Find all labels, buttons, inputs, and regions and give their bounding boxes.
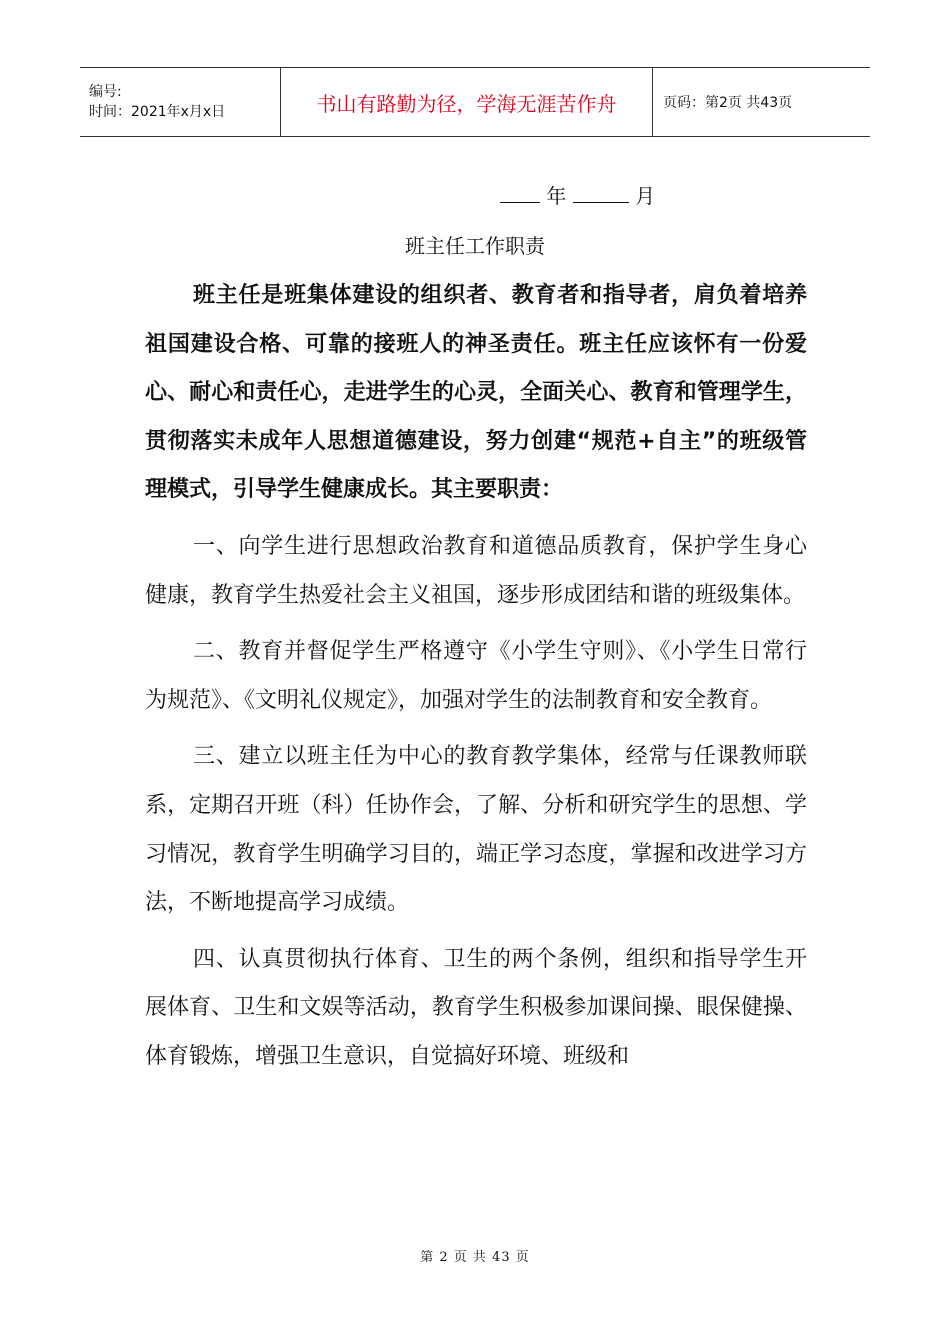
document-body (145, 272, 807, 1082)
document-title: 班主任工作职责 (405, 234, 545, 258)
duty-item-2: 二、教育并督促学生严格遵守《小学生守则》、《小学生日常行为规范》、《文明礼仪规定》，加强对学生的法制教育和安全教育。 (145, 639, 807, 713)
page-footer: 第 2 页 共 43 页 (420, 1250, 530, 1265)
header-motto-cell (281, 68, 653, 136)
month-blank (573, 184, 629, 203)
header-motto: 书山有路勤为径，学海无涯苦作舟 (316, 91, 617, 116)
header-page-code: 页码：第2页 共43页 (663, 95, 793, 111)
duty-item-4: 四、认真贯彻执行体育、卫生的两个条例，组织和指导学生开展体育、卫生和文娱等活动，教育学生积极参加课间操、眼保健操、体育锻炼，增强卫生意识，自觉搞好环境、班级和 (145, 946, 807, 1069)
header-page-cell (653, 68, 870, 136)
intro-paragraph: 班主任是班集体建设的组织者、教育者和指导者，肩负着培养祖国建设合格、可靠的接班人的神圣责任。班主任应该怀有一份爱心、耐心和责任心，走进学生的心灵，全面关心、教育和管理学生，贯彻落实未成年人思想道德建设，努力创建“规范+自主”的班级管理模式，引导学生健康成长。其主要职责： (145, 283, 807, 503)
duty-item-1: 一、向学生进行思想政治教育和道德品质教育，保护学生身心健康，教育学生热爱社会主义祖国，逐步形成团结和谐的班级集体。 (145, 533, 807, 608)
header-info-cell (80, 68, 281, 136)
date-fill-line (500, 180, 655, 209)
month-label: 月 (635, 184, 656, 208)
year-label: 年 (546, 184, 567, 208)
year-blank (500, 184, 540, 203)
document-number-label: 编号: (89, 84, 122, 100)
duty-item-3: 三、建立以班主任为中心的教育教学集体，经常与任课教师联系，定期召开班（科）任协作会，了解、分析和研究学生的思想、学习情况，教育学生明确学习目的，端正学习态度，掌握和改进学习方法，不断地提高学习成绩。 (145, 744, 807, 916)
header-table (80, 67, 870, 137)
document-date: 时间：2021年x月x日 (89, 104, 226, 120)
